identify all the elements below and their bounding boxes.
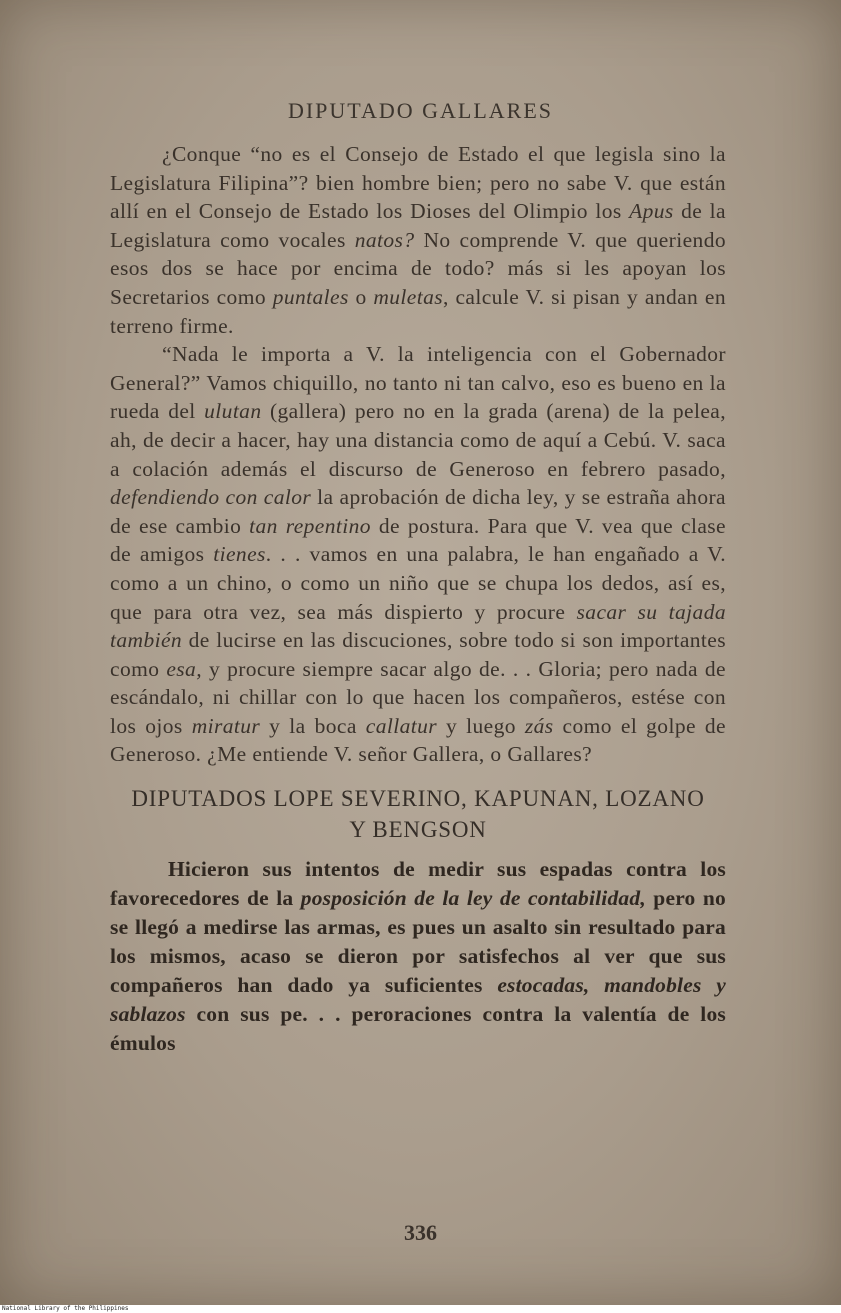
italic-run: ulutan [204, 399, 262, 424]
paragraph: Hicieron sus intentos de medir sus espadas contra los favorecedores de la posposición de la ley de contabilidad, pero no se llegó a medirse las armas, es pues un asalto sin resultado para los mismos, acaso se dieron por satisfechos al ver que sus compañeros han dado ya suficientes estocadas, mandobles y sablazos con sus pe. . . peroraciones contra la valentía de los émulos [110, 857, 727, 1056]
italic-run: posposición de la ley de contabilidad, [300, 886, 646, 911]
italic-run: callatur [365, 713, 438, 738]
paragraph: ¿Conque “no es el Consejo de Estado el que legisla sino la Legislatura Filipina”? bien hombre bien; pero no sabe V. que están allí en el Consejo de Estado los Dioses del Olimpio los Apus de la Legislatura como vocales natos? No comprende V. que queriendo esos dos se hace por encima de todo? más si les apoyan los Secretarios como puntales o muletas, calcule V. si pisan y andan en terreno firme. [110, 142, 727, 338]
italic-run: Apus [629, 199, 674, 224]
paragraph: “Nada le importa a V. la inteligencia con el Gobernador General?” Vamos chiquillo, no tanto ni tan calvo, eso es bueno en la rueda del ulutan (gallera) pero no en la grada (arena) de la pelea, ah, de decir a hacer, hay una distancia como de aquí a Cebú. V. saca a colación además el discurso de Generoso en febrero pasado, defendiendo con calor la aprobación de dicha ley, y se estraña ahora de ese cambio tan repentino de postura. Para que V. vea que clase de amigos tienes. . . vamos en una palabra, le han engañado a V. como a un chino, o como un niño que se chupa los dedos, así es, que para otra vez, sea más dispierto y procure sacar su tajada también de lucirse en las discuciones, sobre todo si son importantes como esa, y procure siempre sacar algo de. . . Gloria; pero nada de escándalo, ni chillar con lo que hacen los compañeros, estése con los ojos miratur y la boca callatur y luego zás como el golpe de Generoso. ¿Me entiende V. señor Gallera, o Gallares? [110, 342, 726, 767]
italic-run: tienes [213, 542, 266, 567]
italic-run: natos? [354, 227, 415, 252]
section-heading [110, 783, 726, 845]
italic-run: tan repentino [249, 513, 371, 538]
italic-run: zás [524, 713, 554, 738]
running-head: DIPUTADO GALLARES [287, 98, 554, 123]
italic-run: defendiendo con calor [110, 485, 312, 510]
section-heading-line: Y BENGSON [349, 817, 487, 843]
page-body [110, 140, 726, 1058]
section-heading-line: DIPUTADOS LOPE SEVERINO, KAPUNAN, LOZANO [131, 786, 705, 812]
italic-run: sacar su tajada también [110, 599, 726, 653]
italic-run: muletas [373, 284, 443, 309]
italic-run: estocadas, mandobles y sablazos [110, 973, 726, 1027]
italic-run: esa, [166, 656, 202, 681]
italic-run: miratur [191, 713, 261, 738]
library-credit: National Library of the Philippines [2, 1305, 129, 1312]
page-number: 336 [404, 1220, 437, 1245]
italic-run: puntales [272, 284, 349, 309]
